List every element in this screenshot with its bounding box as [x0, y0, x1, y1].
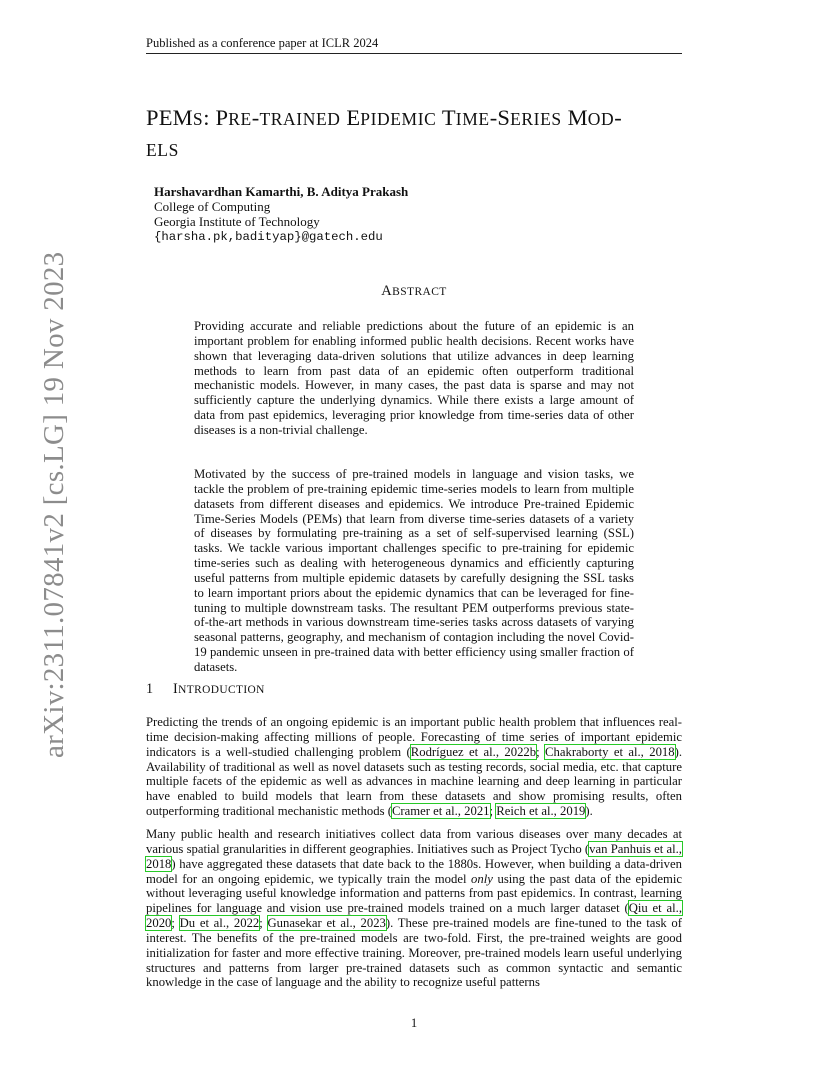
body-text: using the past data of the epidemic without leveraging useful knowledge information and patterns from past epidemics. In contrast, learning pipelines for language and vision use pre-trained models trained on a much larger dataset ( — [146, 871, 682, 916]
citation-link[interactable]: Du et al., 2022 — [179, 916, 260, 931]
body-text: ) have aggregated these datasets that date back to the 1880s. However, when building a data-driven model for an ongoing epidemic, we typically train the model — [146, 856, 682, 886]
title-part: - — [614, 105, 622, 130]
heading-part: NTRODUCTION — [178, 684, 265, 696]
paper-title — [146, 103, 696, 165]
title-part: S — [497, 105, 511, 130]
title-part: M — [567, 105, 588, 130]
abstract-paragraph-1: Providing accurate and reliable predictions about the future of an epidemic is an important problem for enabling informed public health decisions. Recent works have shown that leveraging data-driven solutions that utilize advances in deep learning methods to learn from past data of an epidemic often outperform traditional mechanistic models. However, in many cases, the past data is sparse and may not sufficiently capture the underlying dynamics. While there exists a large amount of data from past epidemics, leveraging prior knowledge from time-series data of other diseases is a non-trivial challenge. — [194, 319, 634, 437]
body-text: Many public health and research initiatives collect data from various diseases over many decades at various spatial granularities in different geographies. Initiatives such as Project Tycho ( — [146, 827, 682, 856]
abstract-paragraph-2: Motivated by the success of pre-trained models in language and vision tasks, we tackle the problem of pre-training epidemic time-series models to learn from multiple datasets from different diseases and epidemics. We introduce Pre-trained Epidemic Time-Series Models (PEMs) that learn from diverse time-series datasets of a variety of diseases by formulating pre-training as a set of self-supervised learning (SSL) tasks. We tackle various important challenges specific to pre-training for epidemic time-series such as dealing with heterogeneous dynamics and efficiently capturing useful patterns from multiple epidemic datasets by carefully designing the SSL tasks to learn important priors about the epidemic dynamics that can be leveraged for fine-tuning to multiple downstream tasks. The resultant PEM outperforms previous state-of-the-art methods in various downstream time-series tasks across datasets of varying seasonal patterns, geography, and mechanism of contagion including the novel Covid-19 pandemic unseen in pre-trained data with better efficiency using smaller fraction of datasets. — [194, 467, 634, 674]
page-number: 1 — [410, 1016, 418, 1030]
body-text: ; — [536, 744, 546, 759]
body-text: ; — [171, 916, 180, 931]
citation-link[interactable]: Reich et al., 2019 — [496, 804, 586, 819]
title-part: RE — [228, 109, 252, 129]
body-text: Predicting the trends of an ongoing epidemic is an important public health problem that influences real-time decision-making affecting millions of people. Forecasting of time series of important epidemic indicators is a well-studied challenging problem ( — [146, 715, 682, 759]
title-part: TRAINED — [259, 109, 341, 129]
title-part: E — [346, 105, 361, 130]
title-part: PEM — [146, 105, 193, 130]
heading-part: I — [173, 681, 179, 697]
title-part: - — [489, 105, 498, 130]
citation-link[interactable]: Cramer et al., 2021 — [391, 804, 490, 819]
intro-paragraph-2 — [146, 827, 682, 990]
running-header: Published as a conference paper at ICLR 2024 — [146, 36, 379, 50]
citation-link[interactable]: van Panhuis et al., 2018 — [146, 841, 682, 871]
title-part: - — [251, 105, 260, 130]
author-email: {harsha.pk,badityap}@gatech.edu — [154, 229, 383, 244]
intro-paragraph-1 — [146, 715, 682, 819]
arxiv-stamp: arXiv:2311.07841v2 [cs.LG] 19 Nov 2023 — [38, 251, 70, 758]
title-part: S — [192, 109, 204, 129]
title-part: ELS — [146, 140, 179, 160]
body-text: ). Availability of traditional as well as novel datasets such as testing records, social media, etc. that capture multiple facets of the epidemic as well as advances in machine learning and deep learning in particular have enabled to build models that learn from these datasets and show promising results, often outperforming traditional mechanistic methods ( — [146, 744, 683, 819]
title-part: PIDEMIC — [360, 109, 437, 129]
section-number: 1 — [146, 681, 154, 697]
section-heading-introduction — [146, 681, 265, 698]
body-text: ). These pre-trained models are fine-tuned to the task of interest. The benefits of the pre-trained models are two-fold. First, the pre-trained weights are good initialization for faster and more effective training. Moreover, pre-trained models learn useful underlying structures and patterns from larger pre-trained datasets such as common syntactic and semantic knowledge in the case of language and the ability to recognize useful patterns — [146, 916, 682, 990]
heading-part: A — [381, 283, 393, 299]
header-rule — [146, 53, 682, 54]
title-part: IME — [455, 109, 490, 129]
heading-part: BSTRACT — [392, 286, 447, 298]
body-text: ; — [259, 916, 268, 931]
author-block — [154, 184, 408, 245]
title-part: : — [203, 105, 216, 130]
emphasis-text: only — [471, 871, 493, 886]
title-part: T — [441, 105, 456, 130]
author-names: Harshavardhan Kamarthi, B. Aditya Prakash — [154, 184, 409, 199]
citation-link[interactable]: Rodríguez et al., 2022b — [410, 744, 537, 759]
abstract-heading — [0, 283, 828, 300]
title-part: ERIES — [510, 109, 562, 129]
citation-link[interactable]: Qiu et al., 2020 — [146, 901, 682, 931]
affiliation-line: Georgia Institute of Technology — [154, 214, 320, 230]
title-part: OD — [587, 109, 615, 129]
citation-link[interactable]: Gunasekar et al., 2023 — [267, 916, 386, 931]
body-text: ; — [489, 804, 497, 819]
title-part: P — [215, 105, 229, 130]
citation-link[interactable]: Chakraborty et al., 2018 — [545, 744, 675, 759]
affiliation-line: College of Computing — [154, 199, 271, 215]
body-text: ). — [585, 804, 593, 819]
